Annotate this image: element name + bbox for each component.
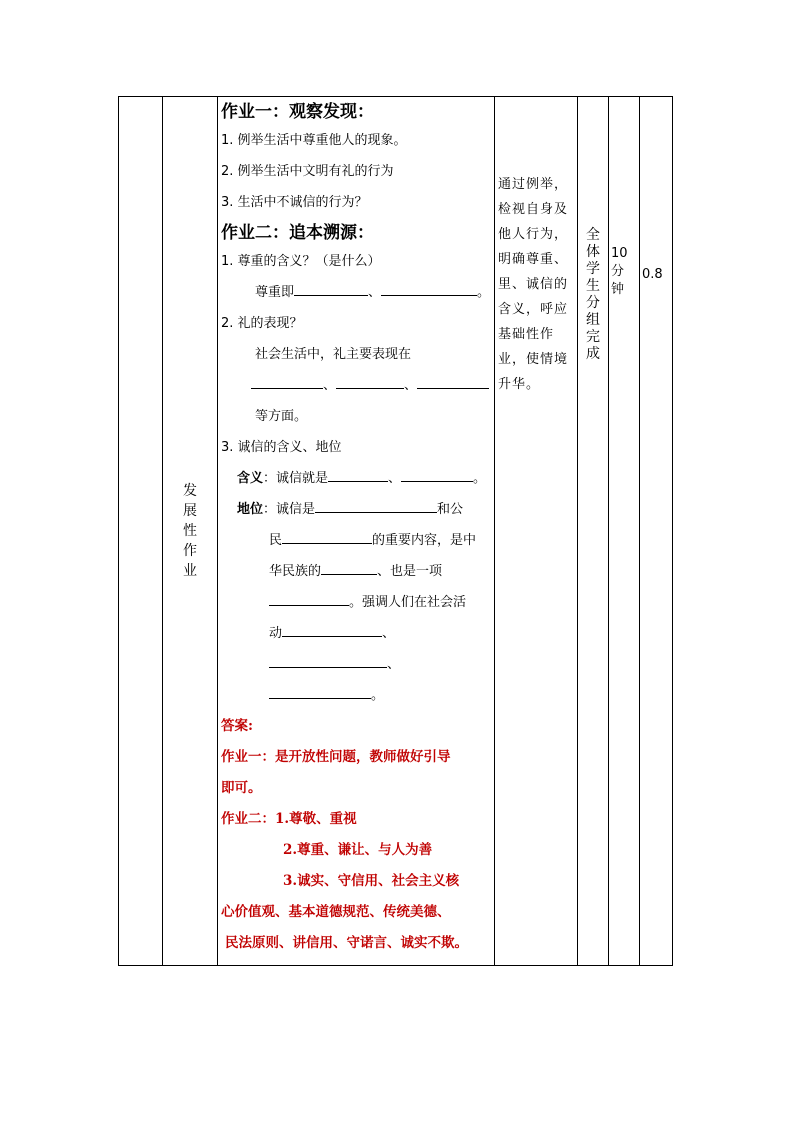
organization-text <box>586 97 600 363</box>
text: 、也是一项 <box>377 564 443 579</box>
blank[interactable] <box>401 467 473 482</box>
hw2-position-l2 <box>221 525 492 556</box>
hw2-q3: 3. 诚信的含义、地位 <box>221 440 342 455</box>
blank[interactable] <box>269 684 371 699</box>
blank[interactable] <box>282 529 372 544</box>
org-char: 全 <box>586 227 600 243</box>
org-char: 体 <box>586 244 600 260</box>
text: 。 <box>371 688 385 703</box>
blank[interactable] <box>315 498 437 513</box>
category-char: 发 <box>183 483 197 499</box>
hw1-item: 2. 例举生活中文明有礼的行为 <box>221 164 394 179</box>
hw1-item: 1. 例举生活中尊重他人的现象。 <box>221 133 407 148</box>
answer-line: 民法原则、讲信用、守诺言、诚实不欺。 <box>225 935 468 951</box>
org-char: 学 <box>586 261 600 277</box>
text: 。 <box>477 285 491 300</box>
hw2-q2-end: 等方面。 <box>255 409 308 424</box>
time-text <box>609 97 639 299</box>
blank[interactable] <box>321 560 377 575</box>
answer-line: 3.诚实、守信用、社会主义核 <box>283 873 460 889</box>
hw1-item: 3. 生活中不诚信的行为？ <box>221 195 368 210</box>
text: 动 <box>269 626 283 641</box>
text: ：诚信是 <box>263 502 316 517</box>
blank[interactable] <box>294 281 368 296</box>
text: 的重要内容，是中 <box>372 533 477 548</box>
category-char: 业 <box>183 563 197 579</box>
org-char: 分 <box>586 295 600 311</box>
hw2-q1-fill <box>221 277 492 308</box>
blank[interactable] <box>417 374 489 389</box>
time-unit: 分钟 <box>611 264 625 297</box>
org-char: 成 <box>586 346 600 362</box>
answer-line: 作业二：1.尊敬、重视 <box>221 811 357 827</box>
answers-section <box>221 711 492 959</box>
content-cell <box>218 97 495 966</box>
text: 、 <box>404 378 418 393</box>
blank[interactable] <box>336 374 404 389</box>
text: 、 <box>368 285 382 300</box>
blank[interactable] <box>269 653 387 668</box>
text: 尊重即 <box>255 285 295 300</box>
organization-cell <box>578 97 609 966</box>
purpose-cell <box>495 97 578 966</box>
blank[interactable] <box>269 591 349 606</box>
hw2-meaning <box>221 463 492 494</box>
answer-line: 作业一：是开放性问题，教师做好引导 <box>221 749 451 765</box>
time-cell <box>609 97 640 966</box>
table-row <box>119 97 673 966</box>
answer-line: 2.尊重、谦让、与人为善 <box>283 842 433 858</box>
purpose-text: 通过例举，检视自身及他人行为，明确尊重、里、诚信的含义，呼应基础性作业，使情境升华。 <box>498 177 569 392</box>
blank[interactable] <box>328 467 388 482</box>
hw2-q2-line1: 社会生活中，礼主要表现在 <box>255 347 412 362</box>
hw2-title: 作业二：追本溯源： <box>221 223 374 243</box>
text: 民 <box>269 533 283 548</box>
hw2-position-l7 <box>221 680 492 711</box>
text: 、 <box>323 378 337 393</box>
text: 、 <box>388 471 402 486</box>
org-char: 组 <box>586 312 600 328</box>
category-char: 作 <box>183 543 197 559</box>
time-number: 10 <box>611 246 628 261</box>
empty-cell <box>119 97 163 966</box>
category-char: 性 <box>183 523 197 539</box>
hw2-position-l3 <box>221 556 492 587</box>
meaning-label: 含义 <box>237 471 264 486</box>
blank[interactable] <box>381 281 477 296</box>
text: ：诚信就是 <box>263 471 329 486</box>
hw2-q1: 1. 尊重的含义？（是什么） <box>221 254 381 269</box>
category-char: 展 <box>183 503 197 519</box>
category-cell <box>163 97 218 966</box>
text: 、 <box>382 626 396 641</box>
blank[interactable] <box>251 374 323 389</box>
answer-line: 心价值观、基本道德规范、传统美德、 <box>221 904 451 920</box>
org-char: 完 <box>586 329 600 345</box>
org-char: 生 <box>586 278 600 294</box>
text: 华民族的 <box>269 564 322 579</box>
category-label <box>182 481 198 581</box>
score-cell <box>640 97 673 966</box>
answers-label: 答案: <box>221 718 253 734</box>
hw2-position-l5 <box>221 618 492 649</box>
hw2-position-l6 <box>221 649 492 680</box>
hw1-title: 作业一：观察发现： <box>221 102 374 122</box>
text: 。强调人们在社会活 <box>349 595 467 610</box>
homework-table <box>118 96 673 966</box>
text: 和公 <box>437 502 464 517</box>
answer-line: 即可。 <box>221 780 262 796</box>
hw2-q2-blanks <box>221 370 492 401</box>
text: 。 <box>473 471 487 486</box>
hw2-q2: 2. 礼的表现？ <box>221 316 303 331</box>
position-label: 地位 <box>237 502 264 517</box>
score-value: 0.8 <box>642 267 663 282</box>
text: 、 <box>387 657 401 672</box>
hw2-position <box>221 494 492 525</box>
blank[interactable] <box>282 622 382 637</box>
hw2-position-l4 <box>221 587 492 618</box>
